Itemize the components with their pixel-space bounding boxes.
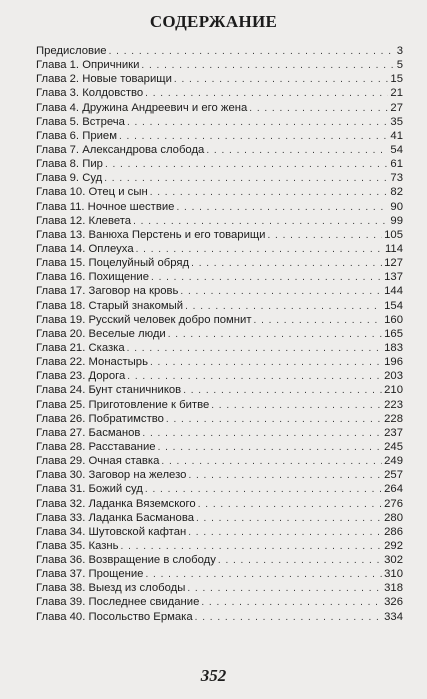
toc-entry [36, 412, 403, 426]
toc-entry [36, 101, 403, 115]
toc-entry [36, 398, 403, 412]
toc-entry-page: 310 [384, 568, 403, 581]
toc-dot-leader [188, 526, 382, 540]
toc-entry [36, 129, 403, 143]
toc-entry-label: Глава 10. Отец и сын [36, 186, 148, 199]
toc-entry-page: 114 [384, 242, 403, 255]
toc-dot-leader [158, 441, 383, 455]
toc-entry-label: Глава 1. Опричники [36, 59, 140, 72]
toc-entry [36, 426, 403, 440]
toc-entry-label: Глава 20. Веселые люди [36, 327, 166, 340]
toc-entry-page: 154 [384, 299, 403, 312]
toc-entry-label: Глава 22. Монастырь [36, 356, 148, 369]
toc-entry-label: Глава 11. Ночное шествие [36, 200, 175, 213]
toc-entry [36, 468, 403, 482]
toc-entry [36, 171, 403, 185]
toc-entry-page: 41 [390, 129, 403, 142]
toc-entry-page: 73 [390, 172, 403, 185]
toc-entry-label: Глава 31. Божий суд [36, 483, 143, 496]
toc-entry-label: Глава 16. Похищение [36, 271, 150, 284]
toc-entry [36, 369, 403, 383]
toc-entry-label: Глава 34. Шутовской кафтан [36, 525, 187, 538]
toc-entry [36, 115, 403, 129]
toc-dot-leader [168, 328, 382, 342]
toc-entry [36, 440, 403, 454]
toc-entry-page: 326 [384, 596, 403, 609]
toc-dot-leader [127, 342, 382, 356]
toc-dot-leader [191, 257, 382, 271]
toc-entry-label: Глава 24. Бунт станичников [36, 384, 182, 397]
toc-entry-page: 237 [384, 426, 403, 439]
toc-entry-label: Глава 36. Возвращение в слободу [36, 554, 216, 567]
toc-entry-label: Глава 35. Казнь [36, 539, 119, 552]
toc-entry-label: Глава 13. Ванюха Перстень и его товарищи [36, 228, 266, 241]
toc-entry-page: 223 [384, 398, 403, 411]
toc-entry-page: 5 [396, 59, 403, 72]
toc-entry [36, 497, 403, 511]
toc-entry [36, 185, 403, 199]
toc-entry [36, 44, 403, 58]
toc-dot-leader [254, 314, 383, 328]
toc-entry [36, 143, 403, 157]
toc-entry-label: Глава 30. Заговор на железо [36, 469, 187, 482]
toc-entry-page: 105 [384, 228, 403, 241]
toc-entry [36, 327, 403, 341]
toc-entry [36, 539, 403, 553]
toc-entry-page: 334 [384, 610, 403, 623]
toc-dot-leader [133, 215, 388, 229]
toc-entry-label: Глава 5. Встреча [36, 115, 125, 128]
page-title: СОДЕРЖАНИЕ [149, 12, 278, 31]
toc-dot-leader [121, 540, 383, 554]
toc-dot-leader [145, 568, 382, 582]
toc-entry-label: Глава 33. Ладанка Басманова [36, 511, 194, 524]
toc-entry-label: Глава 28. Расставание [36, 440, 156, 453]
toc-entry-label: Глава 9. Суд [36, 172, 103, 185]
toc-entry-page: 35 [390, 115, 403, 128]
toc-dot-leader [161, 455, 382, 469]
toc-entry [36, 610, 403, 624]
toc-entry-page: 15 [390, 73, 403, 86]
toc-entry [36, 341, 403, 355]
toc-entry-label: Предисловие [36, 45, 107, 57]
toc-entry-label: Глава 27. Басманов [36, 426, 141, 439]
toc-entry [36, 284, 403, 298]
toc-dot-leader [206, 144, 388, 158]
toc-dot-leader [105, 158, 388, 172]
toc-entry-label: Глава 39. Последнее свидание [36, 596, 200, 609]
toc-dot-leader [176, 201, 388, 215]
toc-entry-label: Глава 26. Побратимство [36, 412, 164, 425]
toc-entry [36, 482, 403, 496]
toc-dot-leader [145, 87, 388, 101]
toc-entry-page: 137 [384, 271, 403, 284]
toc-entry [36, 299, 403, 313]
toc-entry-label: Глава 40. Посольство Ермака [36, 610, 193, 623]
toc-dot-leader [185, 300, 382, 314]
toc-entry [36, 511, 403, 525]
toc-entry-label: Глава 15. Поцелуйный обряд [36, 257, 190, 270]
toc-entry [36, 313, 403, 327]
toc-dot-leader [104, 172, 388, 186]
toc-dot-leader [141, 59, 394, 73]
toc-entry-label: Глава 29. Очная ставка [36, 455, 160, 468]
toc-dot-leader [127, 370, 382, 384]
toc-dot-leader [211, 399, 382, 413]
toc-entry [36, 72, 403, 86]
toc-entry-label: Глава 32. Ладанка Вяземского [36, 497, 196, 510]
toc-entry-label: Глава 23. Дорога [36, 370, 126, 383]
toc-dot-leader [151, 271, 382, 285]
toc-dot-leader [249, 102, 388, 116]
toc-entry-page: 82 [390, 186, 403, 199]
toc-entry-label: Глава 12. Клевета [36, 214, 132, 227]
toc-entry-label: Глава 8. Пир [36, 158, 103, 171]
toc-dot-leader [142, 427, 382, 441]
toc-dot-leader [183, 384, 382, 398]
toc-entry [36, 228, 403, 242]
toc-entry-page: 61 [390, 158, 403, 171]
toc-entry-page: 302 [384, 554, 403, 567]
page-number: 352 [200, 666, 227, 685]
toc-entry-label: Глава 14. Оплеуха [36, 242, 134, 255]
toc-entry-page: 292 [384, 539, 403, 552]
toc-entry-page: 127 [384, 257, 403, 270]
toc-dot-leader [218, 554, 382, 568]
toc-entry-page: 183 [384, 341, 403, 354]
toc-dot-leader [136, 243, 383, 257]
toc-entry-page: 264 [384, 483, 403, 496]
toc-dot-leader [188, 469, 382, 483]
toc-entry-page: 318 [384, 582, 403, 595]
toc-entry [36, 581, 403, 595]
toc-entry [36, 242, 403, 256]
toc-entry-page: 286 [384, 525, 403, 538]
toc-entry [36, 270, 403, 284]
toc-entry-label: Глава 38. Выезд из слободы [36, 582, 186, 595]
toc-entry [36, 567, 403, 581]
toc-entry-page: 228 [384, 412, 403, 425]
toc-entry [36, 454, 403, 468]
toc-entry-label: Глава 18. Старый знакомый [36, 299, 184, 312]
toc-entry-label: Глава 3. Колдовство [36, 87, 144, 100]
toc-entry-page: 257 [384, 469, 403, 482]
toc-entry-label: Глава 25. Приготовление к битве [36, 398, 210, 411]
toc-entry-page: 276 [384, 497, 403, 510]
toc-dot-leader [201, 596, 382, 610]
toc-entry [36, 355, 403, 369]
toc-entry-page: 90 [390, 200, 403, 213]
toc-entry [36, 383, 403, 397]
toc-dot-leader [109, 45, 395, 59]
toc-entry [36, 595, 403, 609]
toc-entry [36, 525, 403, 539]
toc-dot-leader [195, 611, 382, 625]
toc-entry [36, 256, 403, 270]
toc-entry-label: Глава 4. Дружина Андреевич и его жена [36, 101, 248, 114]
toc-dot-leader [187, 582, 382, 596]
toc-entry [36, 58, 403, 72]
toc-entry-page: 203 [384, 370, 403, 383]
toc-entry-page: 99 [390, 214, 403, 227]
toc-dot-leader [180, 285, 382, 299]
toc-dot-leader [150, 356, 382, 370]
toc-entry-page: 21 [390, 87, 403, 100]
toc-entry-label: Глава 7. Александрова слобода [36, 143, 205, 156]
toc-entry-page: 3 [396, 45, 403, 57]
toc-dot-leader [174, 73, 389, 87]
toc-entry-label: Глава 2. Новые товарищи [36, 73, 172, 86]
toc-entry-page: 280 [384, 511, 403, 524]
toc-dot-leader [150, 186, 389, 200]
toc-entry-page: 54 [390, 143, 403, 156]
toc-dot-leader [198, 498, 382, 512]
toc-dot-leader [127, 116, 388, 130]
toc-entry-page: 144 [384, 285, 403, 298]
toc-dot-leader [145, 483, 382, 497]
toc-dot-leader [196, 512, 382, 526]
toc-entry-page: 249 [384, 455, 403, 468]
toc-dot-leader [119, 130, 388, 144]
toc-entry [36, 200, 403, 214]
toc-dot-leader [166, 413, 382, 427]
toc-entry-label: Глава 6. Прием [36, 129, 117, 142]
toc-entry-page: 27 [390, 101, 403, 114]
toc-entry-label: Глава 17. Заговор на кровь [36, 285, 179, 298]
table-of-contents [36, 44, 403, 624]
toc-entry [36, 157, 403, 171]
toc-entry-label: Глава 37. Прощение [36, 568, 144, 581]
toc-entry-page: 160 [384, 313, 403, 326]
toc-entry-page: 165 [384, 327, 403, 340]
toc-entry-label: Глава 21. Сказка [36, 341, 125, 354]
toc-entry [36, 214, 403, 228]
toc-dot-leader [267, 229, 382, 243]
toc-entry-page: 245 [384, 440, 403, 453]
toc-entry-page: 196 [384, 356, 403, 369]
toc-entry [36, 86, 403, 100]
toc-entry [36, 553, 403, 567]
toc-entry-label: Глава 19. Русский человек добро помнит [36, 313, 252, 326]
toc-entry-page: 210 [384, 384, 403, 397]
